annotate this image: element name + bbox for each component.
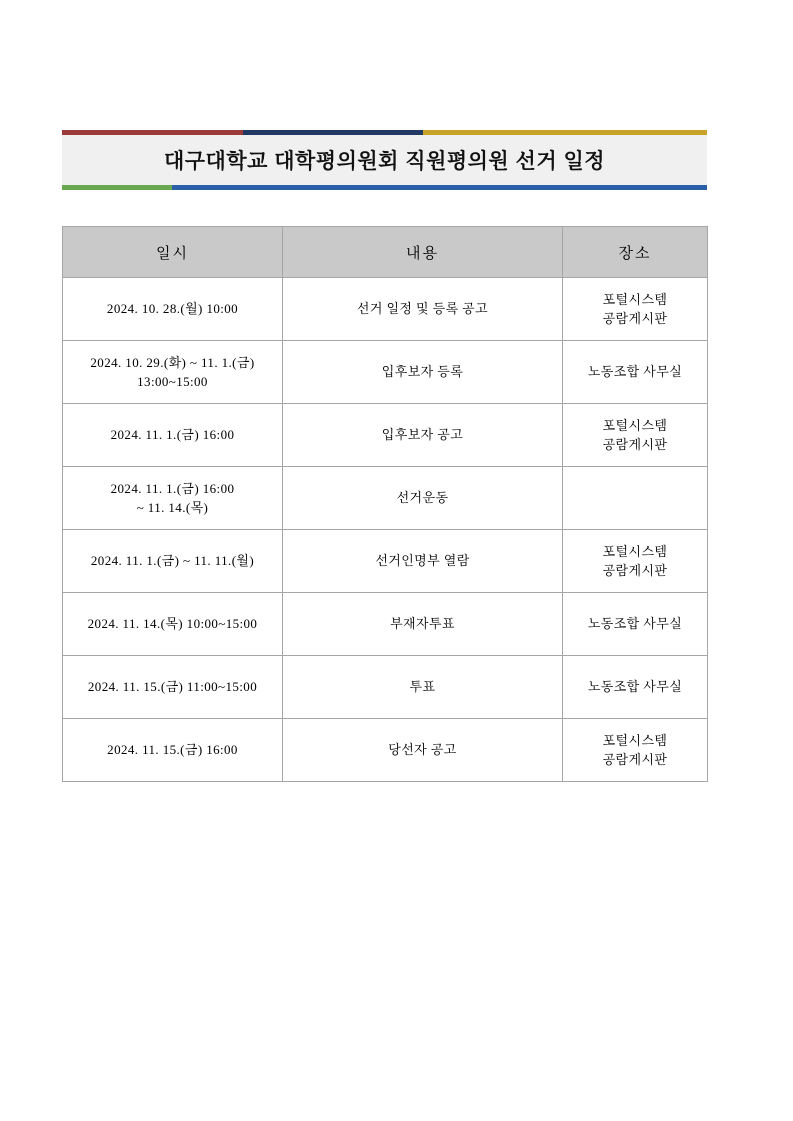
cell-content — [283, 656, 563, 719]
cell-date — [63, 341, 283, 404]
cell-place-line: 포털시스템 — [602, 543, 668, 559]
cell-date — [63, 719, 283, 782]
schedule-table — [62, 226, 708, 782]
cell-content-line: 부재자투표 — [390, 616, 455, 632]
cell-date-line: 2024. 11. 15.(금) 11:00~15:00 — [87, 679, 258, 695]
cell-place-line: 노동조합 사무실 — [587, 616, 683, 632]
cell-place-line: 공람게시판 — [602, 752, 668, 767]
page-title: 대구대학교 대학평의원회 직원평의원 선거 일정 — [163, 150, 606, 173]
cell-content-line: 입후보자 등록 — [381, 364, 464, 380]
cell-content-line: 선거운동 — [396, 490, 449, 506]
cell-date-line: 2024. 11. 1.(금) 16:00 — [110, 480, 235, 496]
cell-place — [563, 404, 708, 467]
cell-place — [563, 341, 708, 404]
banner-stripe-green — [62, 185, 172, 190]
column-header-date: 일시 — [63, 227, 283, 278]
table-row — [63, 530, 708, 593]
banner-body — [62, 135, 707, 185]
table-header — [63, 227, 708, 278]
table-body — [63, 278, 708, 782]
table-header-row — [63, 227, 708, 278]
title-banner — [62, 130, 707, 190]
banner-stripe-blue — [172, 185, 707, 190]
cell-content — [283, 278, 563, 341]
cell-place-line: 포털시스템 — [602, 417, 668, 433]
cell-date-line: 2024. 11. 14.(목) 10:00~15:00 — [87, 616, 258, 632]
cell-content-line: 입후보자 공고 — [381, 427, 464, 443]
cell-date-line: 2024. 10. 28.(월) 10:00 — [106, 301, 239, 317]
cell-content — [283, 341, 563, 404]
cell-place-line: 노동조합 사무실 — [587, 679, 683, 695]
cell-place-line: 포털시스템 — [602, 732, 668, 748]
cell-place — [563, 530, 708, 593]
table-row — [63, 341, 708, 404]
cell-place — [563, 278, 708, 341]
table-row — [63, 404, 708, 467]
cell-date — [63, 593, 283, 656]
table-row — [63, 719, 708, 782]
table-row — [63, 467, 708, 530]
cell-content — [283, 593, 563, 656]
table-row — [63, 278, 708, 341]
cell-place — [563, 467, 708, 530]
cell-place-line: 노동조합 사무실 — [587, 364, 683, 380]
banner-bottom-stripe — [62, 185, 707, 190]
cell-date — [63, 404, 283, 467]
cell-date-line: 2024. 11. 1.(금) 16:00 — [110, 427, 235, 443]
cell-content-line: 당선자 공고 — [388, 742, 457, 758]
cell-place-line: 공람게시판 — [602, 563, 668, 578]
cell-date-line: 13:00~15:00 — [137, 374, 208, 389]
cell-date-line: 2024. 10. 29.(화) ~ 11. 1.(금) — [90, 354, 255, 370]
cell-date-line: 2024. 11. 1.(금) ~ 11. 11.(월) — [90, 553, 255, 569]
column-header-place: 장소 — [563, 227, 708, 278]
cell-content-line: 선거 일정 및 등록 공고 — [356, 301, 489, 317]
cell-place-line: 공람게시판 — [602, 437, 668, 452]
cell-content-line: 투표 — [409, 679, 436, 695]
cell-content — [283, 467, 563, 530]
cell-date-line: ~ 11. 14.(목) — [136, 500, 209, 515]
cell-date — [63, 278, 283, 341]
cell-date — [63, 530, 283, 593]
cell-date-line: 2024. 11. 15.(금) 16:00 — [107, 742, 238, 758]
cell-content — [283, 404, 563, 467]
cell-content-line: 선거인명부 열람 — [375, 553, 470, 569]
cell-place-line: 포털시스템 — [602, 291, 668, 307]
cell-place — [563, 593, 708, 656]
cell-content — [283, 530, 563, 593]
table-row — [63, 593, 708, 656]
cell-place — [563, 719, 708, 782]
cell-content — [283, 719, 563, 782]
table-row — [63, 656, 708, 719]
cell-place — [563, 656, 708, 719]
cell-place-line: 공람게시판 — [602, 311, 668, 326]
cell-date — [63, 656, 283, 719]
column-header-content: 내용 — [283, 227, 563, 278]
cell-place-line — [567, 492, 703, 505]
cell-date — [63, 467, 283, 530]
